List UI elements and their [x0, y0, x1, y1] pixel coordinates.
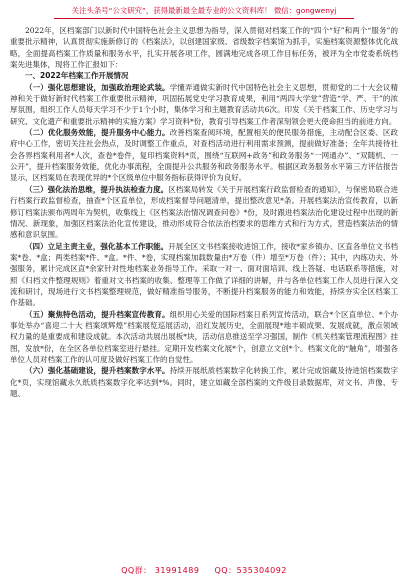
paragraph-text: 开展全区文书档案接收进馆工作，接收*家乡镇办、区直各单位文书档案*卷、*盒；两类档案*件、*盒。*件、*卷，实现档案加载数量由*万卷（件）增至*万卷（件）；其中，内练功夫、外强服务，累计完成区直*余家针对性地档案业务指导工作。采取一对一、面对面培训、线上答疑、电话联系等措施，对照《归档文件整理规则》着重对文书档案的收集、整理等工作做了详细的讲解，并与各单位档案工作人员进行深入交流和研讨，现场进行文书档案整理规范，做好精准指导服务，不断提升档案服务的能力和效能，持续夯实全区档案工作基础。: [10, 241, 399, 308]
paragraph-text: 组织用心关爱的国际档案日系列宣传活动，联合*个区直单位、*个办事处举办“喜迎二十大 档案颂辉煌”档案展览巡展活动，沿红发展历史，全面展现*地丰硕成果、发展成就，激点领域权力量的是重要成和建设成就。本次活动共展出展板*块，活动信息推送至学习强国，制作《机关档案管理流程图》挂图，发放*份，在全区各单位档案室进行悬挂。定期开发档案文化展*个，创意立文创*个。档案文化的“触角”，增强各单位人员对档案工作的认可度及做好档案工作的自觉性。: [10, 309, 399, 364]
document-body: [10, 25, 398, 399]
paragraph-text: 区档案局转发《关于开展档案行政监督检查的通知》，与保密局联合进行档案行政监督检查，抽查*个区直单位，形成档案督导问题清单，提出整改意见*条。开展档案法治宣传教育，以新修订档案法颁布两周年为契机，收集线上《区档案法治情况调查问卷》*份，及时跟进档案法治化建设过程中出现的新情况、新现象，加强区档案法治化宣传建设，推动形成符合依法治档要求的思维方式和行为方式，营造档案法治的情感和意识氛围。: [10, 184, 399, 240]
paragraph-lead: （四）立足主责主业，强化基本工作职能。: [25, 241, 169, 251]
paragraph-lead: （六）强化基础建设，提升档案数字水平。: [25, 366, 170, 376]
paragraph-lead: （五）聚焦特色活动，提升档案宣传教育。: [25, 309, 170, 319]
paragraph-text: 学懂弄通做实新时代中国特色社会主义思想，贯彻党的二十大会议精神和关于做好新时代档案工作重要批示精神，巩固拓展党史学习教育成果，利用“两四大学堂”营造“学、严、干”的浓厚氛围，组织工作人员每天学习不少于1个小时，集体学习和主题教育活动共6次。印发《关于档案工作、历史学习与研究、文化遗产和重要批示精神的实施方案》学习资料*份，教育引导档案工作者深刻领会更大使命担当的前进方向。: [10, 82, 399, 126]
footer-qq: QQ：535304092: [214, 566, 287, 575]
section-heading: 一、2022年档案工作开展情况: [25, 71, 129, 81]
body-paragraph: [10, 127, 398, 184]
body-paragraph: [10, 82, 398, 127]
body-paragraph: [10, 184, 398, 241]
paragraph-text: 2022年，区档案部门以新时代中国特色社会主义思想为指导，深入贯彻对档案工作的“四个“好”和两个“服务”的重要批示精神，认真贯彻实施新修订的《档案法》，以创建国家级、省级数字档案馆为抓手，实施档案资源整体优化战略，全面提高档案工作质量和服务水平，扎实开展各项工作，圆满地完成各项工作目标任务，被评为全市党委系统档案先进集体，现将工作汇报如下：: [10, 26, 398, 70]
page-footer: [0, 565, 408, 576]
paragraph-text: 持续开展纸质档案数字化转换工作，累计完成馆藏及待进馆档案数字化*页，实现馆藏永久纸质档案数字化率达到*%。同时，建立如藏全部档案的文件级目录数据库，对文书、声像、专题、: [10, 366, 399, 398]
header-banner: 关注头条号“公文研究”，获得最新最全最专业的公文资料库！ 微信：gongwenyj: [54, 6, 354, 19]
paragraph-lead: （一）强化思想建设，加强政治理论武装。: [25, 82, 170, 92]
footer-qq-group: QQ群： 31991489: [121, 566, 200, 575]
body-paragraph: [10, 25, 398, 70]
body-paragraph: [10, 241, 398, 309]
paragraph-lead: （二）优化服务效能，提升服务中心能力。: [25, 128, 170, 138]
body-paragraph: [10, 365, 398, 399]
paragraph-lead: （三）强化法治思维，提升执法检查力度。: [25, 184, 169, 194]
body-paragraph: [10, 309, 398, 366]
paragraph-text: 改善档案查阅环境，配置相关的便民服务措施，主动配合区委、区政府中心工作，密切关注社会热点，及时调整工作重点，对查档活动进行利用需求预测，提前做好准备；全年共接待社会各界档案利用者*人次，查卷*卷件，复印档案资料*页，围绕“互联网+政务”和政务服务“一网通办”、“双随机、一公开”，提升档案服务效能，优化办事流程，全面提升公共服务和政务服务水平。根据区政务服务水平第三方评估报告显示，区档案局在表现优异的*个区级单位中服务指标获得评价为良好。: [10, 128, 399, 183]
